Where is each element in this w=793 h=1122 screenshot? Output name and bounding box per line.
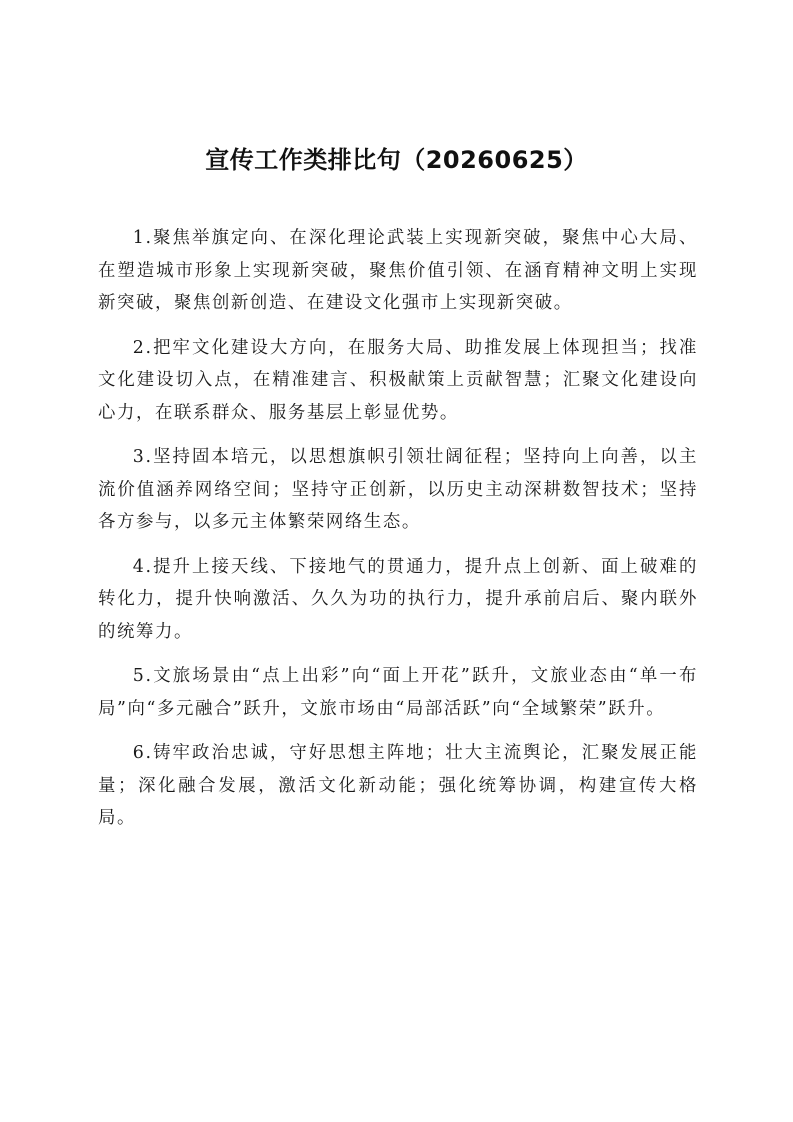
document-body — [98, 222, 698, 847]
paragraph-1: 1.聚焦举旗定向、在深化理论武装上实现新突破，聚焦中心大局、在塑造城市形象上实现新突破，聚焦价值引领、在涵育精神文明上实现新突破，聚焦创新创造、在建设文化强市上实现新突破。 — [98, 228, 698, 313]
paragraph-5: 5.文旅场景由“点上出彩”向“面上开花”跃升，文旅业态由“单一布局”向“多元融合”跃升，文旅市场由“局部活跃”向“全域繁荣”跃升。 — [98, 666, 698, 719]
paragraph-6: 6.铸牢政治忠诚，守好思想主阵地；壮大主流舆论，汇聚发展正能量；深化融合发展，激活文化新动能；强化统筹协调，构建宣传大格局。 — [98, 743, 698, 828]
paragraph-2: 2.把牢文化建设大方向，在服务大局、助推发展上体现担当；找准文化建设切入点，在精准建言、积极献策上贡献智慧；汇聚文化建设向心力，在联系群众、服务基层上彰显优势。 — [98, 337, 698, 423]
paragraph-3: 3.坚持固本培元，以思想旗帜引领壮阔征程；坚持向上向善，以主流价值涵养网络空间；坚持守正创新，以历史主动深耕数智技术；坚持各方参与，以多元主体繁荣网络生态。 — [98, 447, 698, 532]
document-title: 宣传工作类排比句（20260625） — [205, 146, 588, 174]
paragraph-4: 4.提升上接天线、下接地气的贯通力，提升点上创新、面上破难的转化力，提升快响激活、久久为功的执行力，提升承前启后、聚内联外的统筹力。 — [98, 556, 698, 642]
